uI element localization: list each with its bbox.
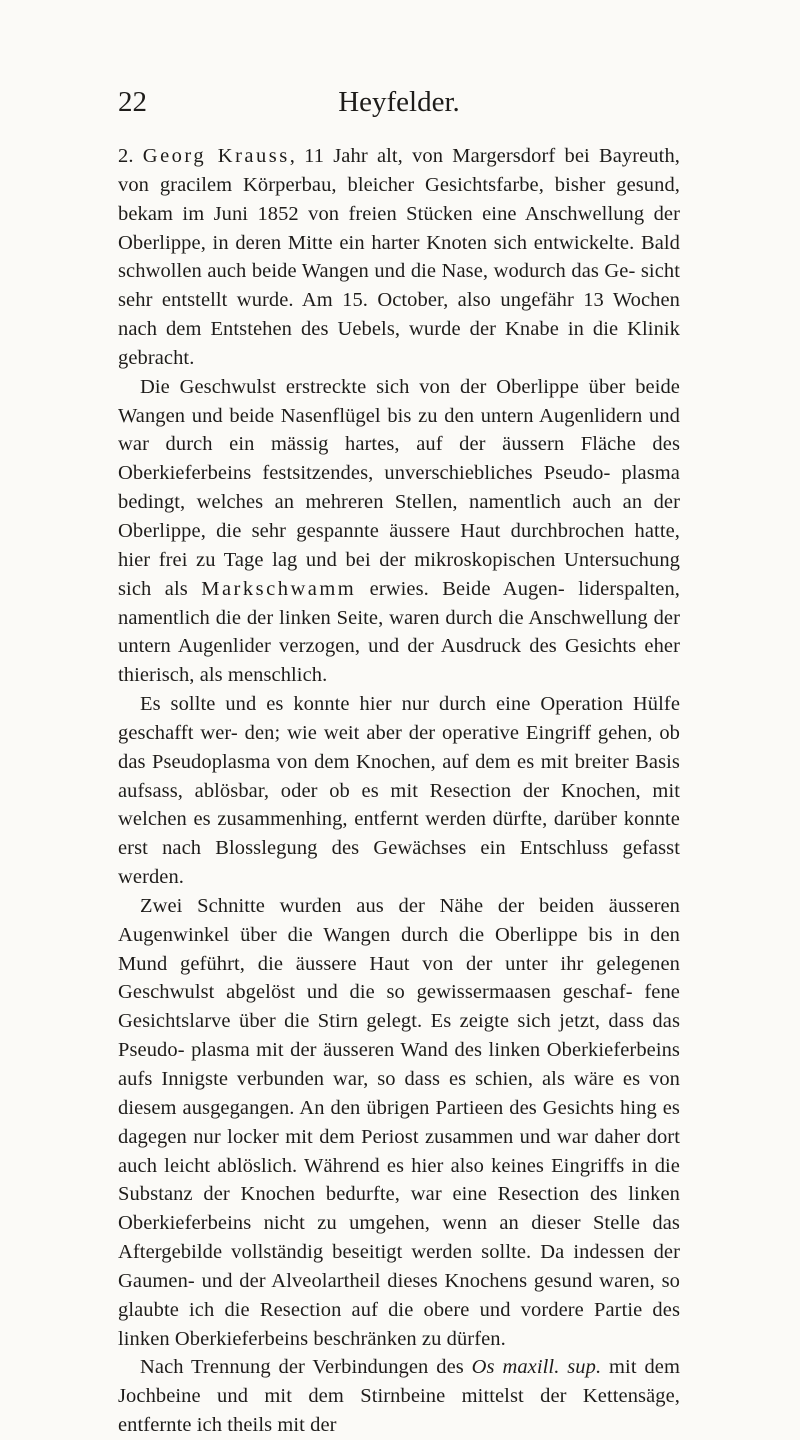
- paragraph: [118, 892, 680, 1354]
- running-head: [118, 82, 680, 122]
- latin-term: Os maxill. sup.: [471, 1356, 602, 1379]
- patient-name: Georg Krauss: [142, 145, 290, 167]
- text-run: Zwei Schnitte wurden aus der Nähe der beiden äusseren Augenwinkel über die Wangen durch die Oberlippe bis in den Mund geführt, die äussere Haut von der unter ihr gelegenen Geschwulst abgelöst und die so gewissermaasen geschaf- fene Gesichtslarve über die Stirn gelegt. Es zeigte sich jetzt, dass das Pseudo- plasma mit der äusseren Wand des linken Oberkieferbeins aufs Innigste verbunden war, so dass es schien, als wäre es von diesem ausgegangen. An den übrigen Partieen des Gesichts hing es dagegen nur locker mit dem Periost zusammen und war daher dort auch leicht ablöslich. Während es hier also keines Eingriffs in die Substanz der Knochen bedurfte, war eine Resection des linken Oberkieferbeins nicht zu umgehen, wenn an dieser Stelle das Aftergebilde vollständig beseitigt werden sollte. Da indessen der Gaumen- und der Alveolartheil dieses Knochens gesund waren, so glaubte ich die Resection auf die obere und vordere Partie des linken Oberkieferbeins beschränken zu dürfen.: [118, 894, 680, 1350]
- text-run: Es sollte und es konnte hier nur durch eine Operation Hülfe geschafft wer- den; wie weit aber der operative Eingriff gehen, ob das Pseudoplasma von dem Knochen, auf dem es mit breiter Basis aufsass, ablösbar, oder ob es mit Resection der Knochen, mit welchen es zusammenhing, entfernt werden dürfte, darüber konnte erst nach Blosslegung des Gewächses ein Entschluss gefasst werden.: [118, 693, 680, 889]
- body-text: [118, 142, 680, 1440]
- text-run: Die Geschwulst erstreckte sich von der Oberlippe über beide Wangen und beide Nasenflügel bis zu den untern Augenlidern und war durch ein mässig hartes, auf der äussern Fläche des Oberkieferbeins festsitzendes, unverschiebliches Pseudo- plasma bedingt, welches an mehreren Stellen, namentlich auch an der Oberlippe, die sehr gespannte äussere Haut durchbrochen hatte, hier frei zu Tage lag und bei der mikroskopischen Untersuchung sich als: [118, 375, 680, 600]
- paragraph: [118, 373, 680, 690]
- case-number: 2.: [118, 145, 143, 167]
- paragraph: [118, 142, 680, 373]
- text-run: , 11 Jahr alt, von Margersdorf bei Bayreuth, von gracilem Körperbau, bleicher Gesichtsfarbe, bisher gesund, bekam im Juni 1852 von freien Stücken eine Anschwellung der Oberlippe, in deren Mitte ein harter Knoten sich entwickelte. Bald schwollen auch beide Wangen und die Nase, wodurch das Ge- sicht sehr entstellt wurde. Am 15. October, also ungefähr 13 Wochen nach dem Entstehen des Uebels, wurde der Knabe in die Klinik gebracht.: [118, 145, 680, 369]
- paragraph: [118, 1353, 680, 1440]
- text-run: mit dem Jochbeine und mit dem Stirnbeine mittelst der Kettensäge, entfernte ich theils mit der: [118, 1356, 680, 1437]
- text-run: erwies. Beide Augen- liderspalten, namentlich die der linken Seite, waren durch die Anschwellung der untern Augenlider verzogen, und der Ausdruck des Gesichts eher thierisch, als menschlich.: [118, 577, 680, 687]
- page-number: 22: [118, 86, 147, 118]
- emphasized-term: Markschwamm: [201, 577, 357, 600]
- paragraph: [118, 690, 680, 892]
- text-run: Nach Trennung der Verbindungen des: [140, 1356, 472, 1379]
- running-title: Heyfelder.: [338, 86, 460, 118]
